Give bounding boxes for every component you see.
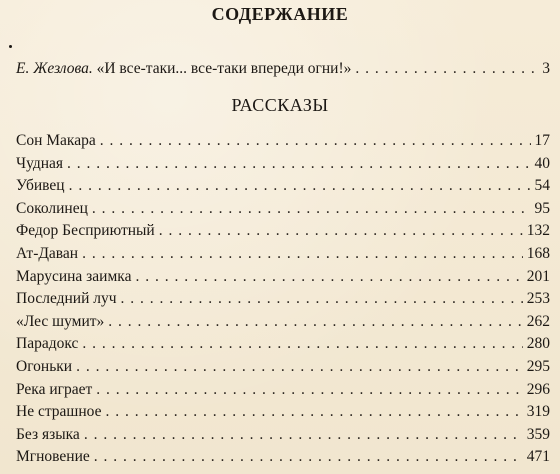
toc-page-number: 201 [526, 267, 550, 285]
toc-page-number: 132 [526, 222, 550, 240]
toc-entry [16, 222, 550, 245]
toc-page-number: 54 [534, 177, 550, 195]
toc-page-number: 3 [542, 60, 550, 77]
toc-entry-title: Федор Бесприютный [16, 222, 155, 240]
toc-entry [16, 335, 550, 358]
dot-leader [82, 335, 522, 353]
dot-leader [67, 155, 530, 173]
intro-title: «И все-таки... все-таки впереди огни!» [96, 60, 352, 77]
dot-leader [108, 313, 522, 331]
toc-page-number: 262 [526, 312, 550, 330]
toc-entry-title: Марусина заимка [16, 267, 132, 285]
toc-page-number: 296 [526, 380, 550, 398]
dot-leader [121, 290, 523, 308]
section-title: РАССКАЗЫ [231, 95, 329, 115]
toc-entry-title: Последний луч [16, 290, 117, 308]
toc-entry-title: Река играет [16, 380, 93, 398]
dot-leader [100, 132, 531, 150]
intro-author: Е. Жезлова. [16, 60, 93, 77]
toc-entry [16, 403, 550, 426]
toc-page-number: 280 [526, 335, 550, 353]
toc-entry-title: Парадокс [16, 335, 79, 353]
toc-page-number: 359 [526, 425, 550, 443]
toc-page-number: 471 [526, 448, 550, 466]
toc-entry-title: Без языка [16, 425, 80, 443]
toc-intro-entry [16, 60, 550, 78]
dot-leader [96, 381, 522, 399]
toc-entry-title: Огоньки [16, 357, 73, 375]
toc-entry [16, 177, 550, 200]
toc-entry-title: Чудная [16, 154, 64, 172]
toc-entry [16, 381, 550, 404]
toc-entry [16, 290, 550, 313]
dot-leader [82, 245, 523, 263]
toc-entry [16, 132, 550, 155]
toc-page-number: 319 [526, 403, 550, 421]
toc-entry [16, 245, 550, 268]
dot-leader [94, 448, 523, 466]
toc-entry-title: Мгновение [16, 448, 90, 466]
toc-page-number: 295 [526, 357, 550, 375]
toc-entry-title: Сон Макара [16, 132, 96, 149]
toc-entry [16, 268, 550, 291]
toc-page-number: 253 [526, 290, 550, 308]
toc-entry-title: Соколинец [16, 199, 88, 217]
toc-entry [16, 358, 550, 381]
toc-entry-title: Не страшное [16, 403, 102, 421]
toc-entry-title: «Лес шумит» [16, 312, 105, 330]
toc-entry-title: Ат-Даван [16, 244, 79, 262]
toc-page-number: 40 [534, 154, 550, 172]
toc-entry-title [16, 60, 351, 78]
dot-leader [135, 268, 522, 286]
dot-leader [159, 222, 523, 240]
page-title: СОДЕРЖАНИЕ [211, 4, 349, 24]
dot-leader [105, 403, 522, 421]
dot-leader [92, 200, 531, 218]
toc-page-number: 17 [534, 132, 550, 149]
toc-entry [16, 313, 550, 336]
toc-story-list [16, 132, 550, 471]
toc-entry [16, 155, 550, 178]
dot-leader [355, 60, 538, 78]
ink-speck [9, 45, 12, 48]
toc-entry [16, 200, 550, 223]
toc-page-number: 168 [526, 244, 550, 262]
dot-leader [69, 177, 531, 195]
toc-page-number: 95 [534, 199, 550, 217]
toc-entry [16, 448, 550, 471]
dot-leader [76, 358, 523, 376]
toc-entry [16, 426, 550, 449]
toc-entry-title: Убивец [16, 177, 65, 195]
dot-leader [84, 426, 523, 444]
